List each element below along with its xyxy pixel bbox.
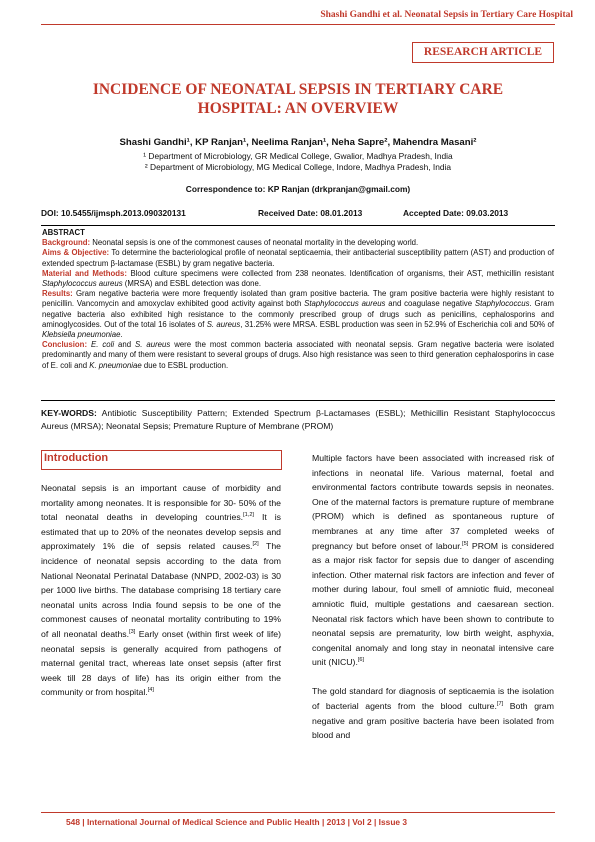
body-column-right	[312, 451, 554, 743]
abstract-heading: ABSTRACT	[42, 228, 85, 237]
article-type-badge: RESEARCH ARTICLE	[412, 42, 554, 63]
abstract-methods: Material and Methods: Blood culture specimens were collected from 238 neonates. Identification of organisms, their AST, methicillin resistant Staphylococcus aureus (MRSA) and ESBL detection was done.	[42, 268, 554, 289]
footer-rule	[41, 812, 555, 813]
paragraph: Multiple factors have been associated with increased risk of infections in neonatal life. Various maternal, foetal and environmental factors contribute towards sepsis in neonates. One of the maternal factors is premature rupture of membrane (PROM) which is defined as spontaneous rupture of membranes at any time after 37 completed weeks of pregnancy but before onset of labour.[5] PROM is considered as a major risk factor for sepsis due to danger of ascending infection. Other maternal risk factors are infection and fever of mother during labour, foul smell of amniotic fluid, meconeal amniotic fluid, multiple gestations and caesarean section. Neonatal risk factors which have been shown to contribute to neonatal sepsis are prematurity, low birth weight, asphyxia, congenital anomaly and long stay in neonatal intensive care unit (NICU).[6]	[312, 453, 554, 668]
abstract-conclusion: Conclusion: E. coli and S. aureus were the most common bacteria associated with neonatal sepsis. Gram negative bacteria were isolated predominantly and many of them were resistant to several groups of drugs. Also high resistance was seen to third generation cephalosporins in case of E. coli and K. pneumoniae due to ESBL production.	[42, 340, 554, 370]
keywords: KEY-WORDS: Antibiotic Susceptibility Pattern; Extended Spectrum β-Lactamases (ESBL); Methicillin Resistant Staphylococcus Aureus (MRSA); Neonatal Sepsis; Premature Rupture of Membrane (PROM)	[41, 408, 555, 431]
paragraph: Neonatal sepsis is an important cause of morbidity and mortality among neonates. It is responsible for 30- 50% of the total neonatal deaths in developing countries.[1,2] It is estimated that up to 20% of the neonates develop sepsis and approximately 1% die of sepsis related causes.[2] The incidence of neonatal sepsis according to the data from National Neonatal Perinatal Database (NNPD, 2002-03) is 30 per 1000 live births. The database comprising 18 tertiary care neonatal units across India found sepsis to be one of the commonest causes of neonatal mortality contributing to 19% of all neonatal deaths.[3] Early onset (within first week of life) neonatal sepsis is generally acquired from pathogens of maternal genital tract, whereas late onset sepsis (after first week till 28 days of life) has its origin either from the community or from hospital.[4]	[41, 483, 282, 698]
header-rule	[41, 24, 555, 25]
title-line-1: INCIDENCE OF NEONATAL SEPSIS IN TERTIARY CARE	[92, 81, 504, 98]
abstract-results: Results: Gram negative bacteria were more frequently isolated than gram positive bacteria. The gram positive bacteria were highly resistant to penicillin. Vancomycin and amoxyclav exhibited good activity against both Staphylococcus aureus and coagulase negative Staphylococcus. Gram negative bacteria also exhibited high resistance to the commonly prescribed group of drugs such as penicillins, cephalosporins and aminoglycosides. Out of the total 16 isolates of S. aureus, 31.25% were MRSA. ESBL production was seen in 52.9% of Escherichia coli and 50% of Klebsiella pneumoniae.	[42, 289, 555, 340]
author-list: Shashi Gandhi¹, KP Ranjan¹, Neelima Ranjan¹, Neha Sapre², Mahendra Masani²	[119, 137, 477, 148]
page-footer: 548 | International Journal of Medical Science and Public Health | 2013 | Vol 2 | Issue 3	[66, 817, 408, 827]
abstract-background: Background: Neonatal sepsis is one of the commonest causes of neonatal mortality in the developing world.	[42, 238, 419, 248]
title-line-2: HOSPITAL: AN OVERVIEW	[197, 100, 399, 117]
received-date: Received Date: 08.01.2013	[258, 208, 363, 218]
accepted-date: Accepted Date: 09.03.2013	[403, 208, 509, 218]
body-column-left	[41, 481, 281, 700]
correspondence: Correspondence to: KP Ranjan (drkpranjan@gmail.com)	[185, 184, 411, 194]
introduction-heading: Introduction	[44, 452, 109, 464]
doi: DOI: 10.5455/ijmsph.2013.090320131	[41, 208, 186, 218]
abstract	[42, 228, 554, 371]
paragraph: The gold standard for diagnosis of septicaemia is the isolation of bacterial agents from the blood culture.[7] Both gram negative and gram positive bacteria have been isolated from blood and	[312, 686, 554, 741]
affiliation-1: ¹ Department of Microbiology, GR Medical College, Gwalior, Madhya Pradesh, India	[143, 151, 453, 161]
abstract-aims: Aims & Objective: To determine the bacteriological profile of neonatal septicaemia, their antibacterial susceptibility pattern (AST) and production of extended spectrum β-lactamase (ESBL) by gram negative bacteria.	[42, 248, 554, 268]
paragraph-gap	[312, 670, 554, 685]
running-head: Shashi Gandhi et al. Neonatal Sepsis in Tertiary Care Hospital	[320, 10, 573, 20]
affiliation-2: ² Department of Microbiology, MG Medical College, Indore, Madhya Pradesh, India	[144, 162, 452, 172]
article-title	[41, 80, 555, 118]
